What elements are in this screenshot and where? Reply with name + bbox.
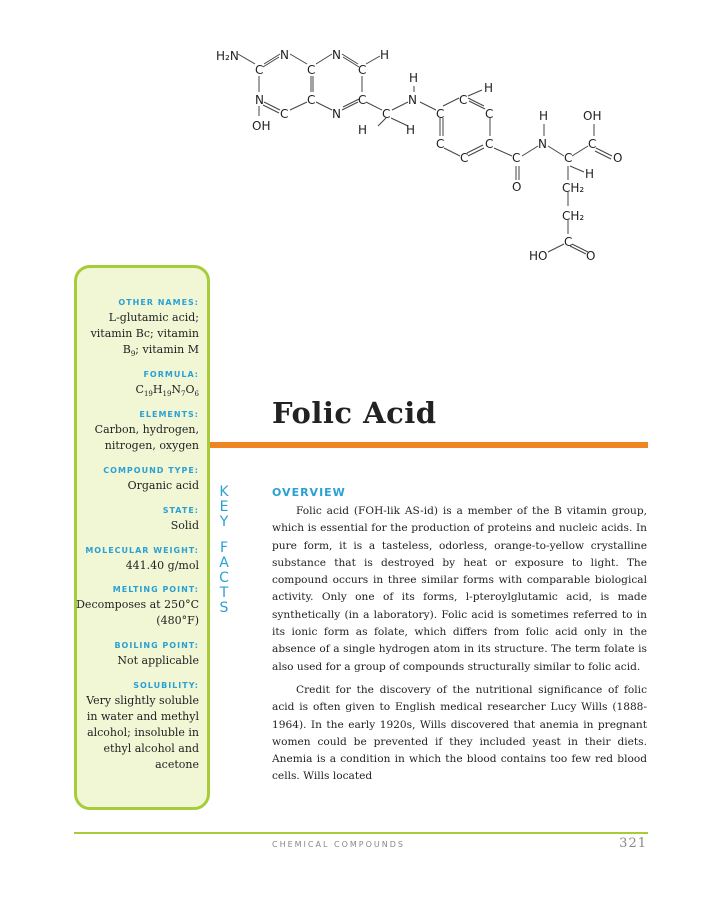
subscript: 6: [194, 390, 199, 399]
overview-heading: OVERVIEW: [272, 486, 346, 499]
fact-value: Organic acid: [127, 479, 199, 492]
fact-value: [69, 422, 199, 454]
fact-label: COMPOUND TYPE:: [103, 466, 199, 475]
folic-acid-structure-diagram: [200, 40, 640, 270]
atom-h: H: [380, 48, 390, 62]
atom-n: N: [255, 93, 264, 107]
subscript: 19: [162, 390, 172, 399]
atom-c: C: [307, 93, 316, 107]
vertical-letter: S: [219, 599, 229, 616]
vertical-letter: F: [219, 540, 229, 557]
fact-boiling-point: [69, 641, 199, 669]
subscript: 7: [181, 390, 186, 399]
fact-melting-point: [69, 585, 199, 629]
atom-ch2: CH₂: [562, 181, 585, 195]
value-line: in water and methyl: [86, 710, 199, 723]
fact-value: [69, 382, 199, 402]
atom-c: C: [564, 151, 573, 165]
atom-n: N: [332, 48, 341, 62]
subscript: 9: [130, 350, 136, 359]
fact-state: [69, 506, 199, 534]
vertical-letter: C: [219, 569, 229, 586]
atom-h: H: [484, 81, 494, 95]
body-text: [272, 503, 647, 786]
element-symbol: H: [152, 383, 163, 396]
value-line: (480°F): [156, 614, 199, 627]
value-line: L-glutamic acid;: [108, 311, 199, 324]
fact-formula: [69, 370, 199, 402]
value-line: Carbon, hydrogen,: [94, 423, 199, 436]
atom-c: C: [485, 137, 494, 151]
value-line: B: [122, 343, 131, 356]
atom-ho: HO: [529, 249, 548, 263]
atom-n: N: [408, 93, 417, 107]
atom-h: H: [406, 123, 416, 137]
fact-compound-type: [69, 466, 199, 494]
fact-other-names: [69, 298, 199, 362]
fact-label: MOLECULAR WEIGHT:: [85, 546, 199, 555]
atom-ch2: CH₂: [562, 209, 585, 223]
vertical-letter: K: [219, 484, 229, 500]
key-facts-box: [74, 265, 210, 810]
atom-h: H: [585, 167, 595, 181]
value-line: ; vitamin M: [135, 343, 199, 356]
value-line: Decomposes at 250°C: [76, 598, 199, 611]
vertical-letter: T: [219, 584, 229, 601]
atom-c: C: [280, 107, 289, 121]
fact-label: STATE:: [162, 506, 199, 515]
fact-value: [69, 310, 199, 362]
atom-oh: OH: [583, 109, 602, 123]
fact-value: 441.40 g/mol: [125, 559, 199, 572]
fact-label: MELTING POINT:: [112, 585, 199, 594]
page-title: Folic Acid: [272, 396, 437, 430]
atom-c: C: [382, 107, 391, 121]
atom-o: O: [586, 249, 596, 263]
value-line: Very slightly soluble: [86, 694, 199, 707]
fact-label: BOILING POINT:: [114, 641, 199, 650]
value-line: alcohol; insoluble in: [87, 726, 199, 739]
vertical-letter: E: [219, 498, 229, 515]
element-symbol: O: [185, 383, 195, 396]
atom-c: C: [485, 107, 494, 121]
atom-h2n: H₂N: [216, 49, 239, 63]
value-line: acetone: [155, 758, 199, 771]
fact-label: SOLUBILITY:: [133, 681, 199, 690]
fact-solubility: [69, 681, 199, 773]
value-line: vitamin Bc; vitamin: [90, 327, 199, 340]
atom-c: C: [512, 151, 521, 165]
fact-value: [69, 693, 199, 773]
fact-label: ELEMENTS:: [139, 410, 199, 419]
fact-elements: [69, 410, 199, 454]
atom-n: N: [332, 107, 341, 121]
vertical-letter: Y: [219, 513, 229, 530]
atom-c: C: [358, 63, 367, 77]
atom-h: H: [358, 123, 368, 137]
atom-c: C: [255, 63, 264, 77]
key-facts-vertical-label: [214, 485, 234, 615]
atom-oh: OH: [252, 119, 271, 133]
subscript: 19: [143, 390, 153, 399]
atom-h: H: [409, 71, 419, 85]
value-line: ethyl alcohol and: [103, 742, 199, 755]
atom-c: C: [436, 137, 445, 151]
element-symbol: N: [171, 383, 182, 396]
atom-c: C: [358, 93, 367, 107]
fact-value: [69, 597, 199, 629]
value-line: nitrogen, oxygen: [104, 439, 199, 452]
element-symbol: C: [135, 383, 144, 396]
atom-c: C: [564, 235, 573, 249]
atom-c: C: [588, 137, 597, 151]
vertical-letter: A: [219, 555, 229, 572]
fact-value: Solid: [170, 519, 199, 532]
atom-c: C: [436, 107, 445, 121]
title-rule: [210, 442, 648, 448]
atom-n: N: [538, 137, 547, 151]
atom-c: C: [460, 151, 469, 165]
atom-h: H: [539, 109, 549, 123]
footer-section-label: CHEMICAL COMPOUNDS: [272, 840, 405, 849]
paragraph: Credit for the discovery of the nutritional significance of folic acid is often given to English medical researcher Lucy Wills (1888-1964). In the early 1920s, Wills discovered that anemia in pregnant women could be prevented if they included yeast in their diets. Anemia is a condition in which the blood contains too few red blood cells. Wills located: [272, 683, 647, 783]
atom-o: O: [512, 180, 522, 194]
atom-c: C: [459, 93, 468, 107]
fact-value: Not applicable: [117, 654, 199, 667]
atom-c: C: [307, 63, 316, 77]
atom-n: N: [280, 48, 289, 62]
fact-molecular-weight: [69, 546, 199, 574]
fact-label: OTHER NAMES:: [118, 298, 199, 307]
fact-label: FORMULA:: [143, 370, 199, 379]
page-number: 321: [619, 836, 647, 851]
paragraph: Folic acid (FOH-lik AS-id) is a member of the B vitamin group, which is essential for the production of proteins and nucleic acids. In pure form, it is a tasteless, odorless, orange-to-yellow crystalline substance that is destroyed by heat or exposure to light. The compound occurs in three similar forms with comparable biological activity. Only one of its forms, l-pteroylglutamic acid, is made synthetically (in a laboratory). Folic acid is sometimes referred to in its ionic form as folate, which differs from folic acid only in the absence of a single hydrogen atom in its structure. The term folate is also used for a group of compounds structurally similar to folic acid.: [272, 505, 647, 673]
atom-o: O: [613, 151, 623, 165]
footer-rule: [74, 832, 648, 834]
